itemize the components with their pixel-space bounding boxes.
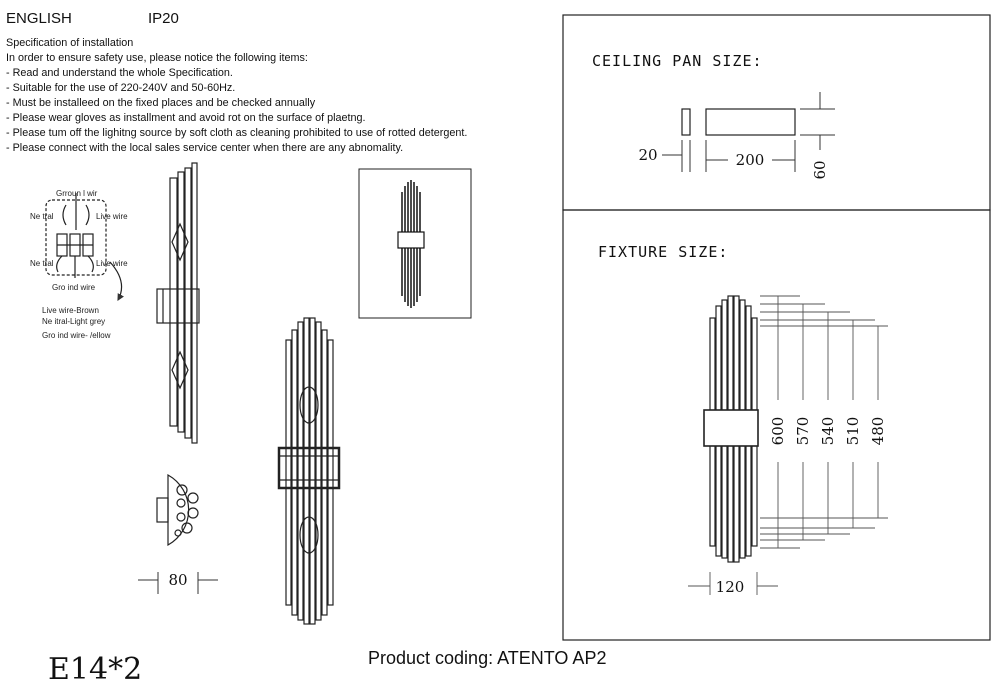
wire-label-neutral-top: Ne tral	[30, 212, 54, 221]
spec-line: - Please tum off the lighitng source by soft cloth as cleaning prohibited to use of rotted detergent.	[6, 127, 468, 139]
fixture-height-label: 510	[844, 416, 862, 446]
side-view	[157, 163, 199, 443]
ceiling-pan-drawing	[682, 109, 795, 135]
wire-legend-line: Gro ind wire- /ellow	[42, 331, 111, 340]
ip-rating-label: IP20	[148, 10, 179, 27]
depth-dimension-label: 80	[168, 571, 188, 589]
wire-label-ground: Gro ind wire	[52, 283, 96, 292]
fixture-size-title: FIXTURE SIZE:	[598, 243, 729, 261]
spec-line: Specification of installation	[6, 37, 134, 49]
spec-line: - Must be installeed on the fixed places and be checked annually	[6, 97, 316, 109]
wire-legend-line: Ne itral-Light grey	[42, 317, 106, 326]
language-label: ENGLISH	[6, 10, 72, 27]
pan-height-label: 60	[811, 160, 829, 180]
fixture-width-label: 120	[715, 578, 745, 596]
product-thumbnail	[359, 169, 471, 318]
fixture-height-label: 570	[794, 416, 812, 446]
spec-line: In order to ensure safety use, please notice the following items:	[6, 52, 308, 64]
spec-line: - Please wear gloves as installment and avoid rot on the surface of plaetng.	[6, 112, 366, 124]
fixture-height-label: 600	[769, 416, 787, 446]
wire-label-top: Grroun l wir	[56, 189, 98, 198]
pan-depth-label: 20	[638, 146, 658, 164]
ceiling-pan-panel	[563, 15, 990, 210]
product-coding: Product coding: ATENTO AP2	[368, 648, 607, 668]
fixture-drawing	[704, 296, 758, 562]
wire-label-neutral-bottom: Ne tral	[30, 259, 54, 268]
front-view	[279, 318, 339, 624]
pan-width-label: 200	[735, 151, 765, 169]
base-top-view	[157, 475, 198, 545]
spec-line: - Read and understand the whole Specification.	[6, 67, 233, 79]
wire-label-live-bottom: Live wire	[96, 259, 128, 268]
wire-legend-line: Live wire-Brown	[42, 306, 99, 315]
bulb-spec: E14*2	[48, 652, 143, 687]
fixture-height-label: 540	[819, 416, 837, 446]
ceiling-pan-title: CEILING PAN SIZE:	[592, 52, 763, 70]
spec-line: - Please connect with the local sales service center when there are any abnomality.	[6, 142, 404, 154]
fixture-height-label: 480	[869, 416, 887, 446]
wire-label-live-top: Live wire	[96, 212, 128, 221]
spec-line: - Suitable for the use of 220-240V and 50-60Hz.	[6, 82, 236, 94]
